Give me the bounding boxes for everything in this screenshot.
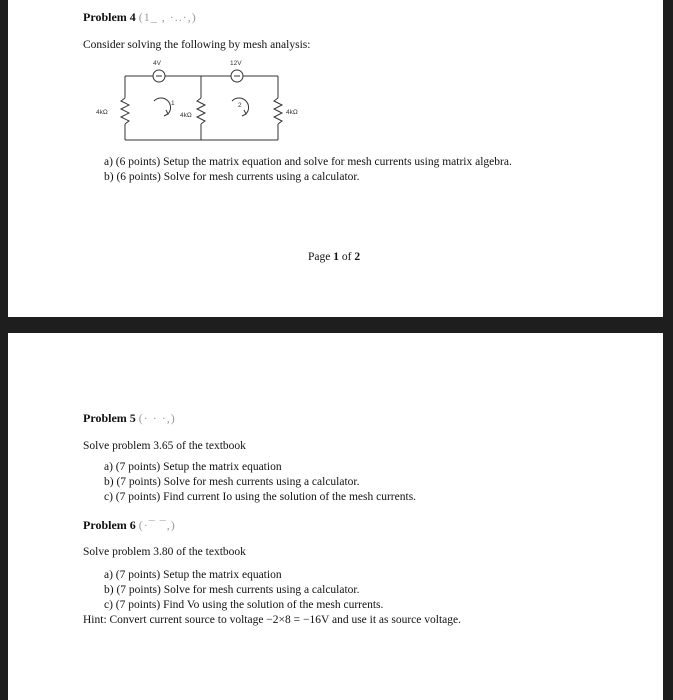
problem-6-part-a: a) (7 points) Setup the matrix equation [104,569,282,581]
document-page-1 [8,0,663,317]
problem-4-part-b: b) (6 points) Solve for mesh currents using a calculator. [104,171,360,183]
problem-6-obscured-points: (·¯ ¯,) [138,518,176,532]
problem-5-intro: Solve problem 3.65 of the textbook [83,440,246,452]
mesh-label-1: 1 [171,100,175,107]
problem-5-part-a: a) (7 points) Setup the matrix equation [104,461,282,473]
problem-5-heading [83,411,176,425]
left-resistor [121,98,129,124]
document-page-2 [8,333,663,700]
problem-6-heading [83,518,176,532]
problem-5-label: Problem 5 [83,411,136,425]
problem-6-part-b: b) (7 points) Solve for mesh currents using a calculator. [104,584,360,596]
problem-6-intro: Solve problem 3.80 of the textbook [83,546,246,558]
problem-6-part-c: c) (7 points) Find Vo using the solution of the mesh currents. [104,599,384,611]
source-label-4v: 4V [153,60,161,67]
problem-4-label: Problem 4 [83,10,136,24]
page-number-footer: Page 1 of 2 [308,251,361,263]
mesh-circuit-diagram [8,0,663,150]
problem-5-part-b: b) (7 points) Solve for mesh currents using a calculator. [104,476,360,488]
problem-5-obscured-points: (· · ·,) [138,411,176,425]
middle-resistor [197,98,205,124]
problem-4-obscured-points: (1_ , ·..·,) [138,10,197,24]
problem-6-label: Problem 6 [83,518,136,532]
mesh-1-arrow-icon [154,98,171,114]
mesh-label-2: 2 [238,102,242,109]
resistor-label-middle: 4kΩ [180,112,192,119]
problem-4-intro: Consider solving the following by mesh analysis: [83,39,311,51]
source-label-12v: 12V [230,60,242,67]
resistor-label-left: 4kΩ [96,109,108,116]
problem-5-part-c: c) (7 points) Find current Io using the solution of the mesh currents. [104,491,417,503]
problem-6-hint: Hint: Convert current source to voltage −2×8 = −16V and use it as source voltage. [83,614,461,626]
resistor-label-right: 4kΩ [286,109,298,116]
right-resistor [274,98,282,124]
problem-4-part-a: a) (6 points) Setup the matrix equation and solve for mesh currents using matrix algebra. [104,156,512,168]
